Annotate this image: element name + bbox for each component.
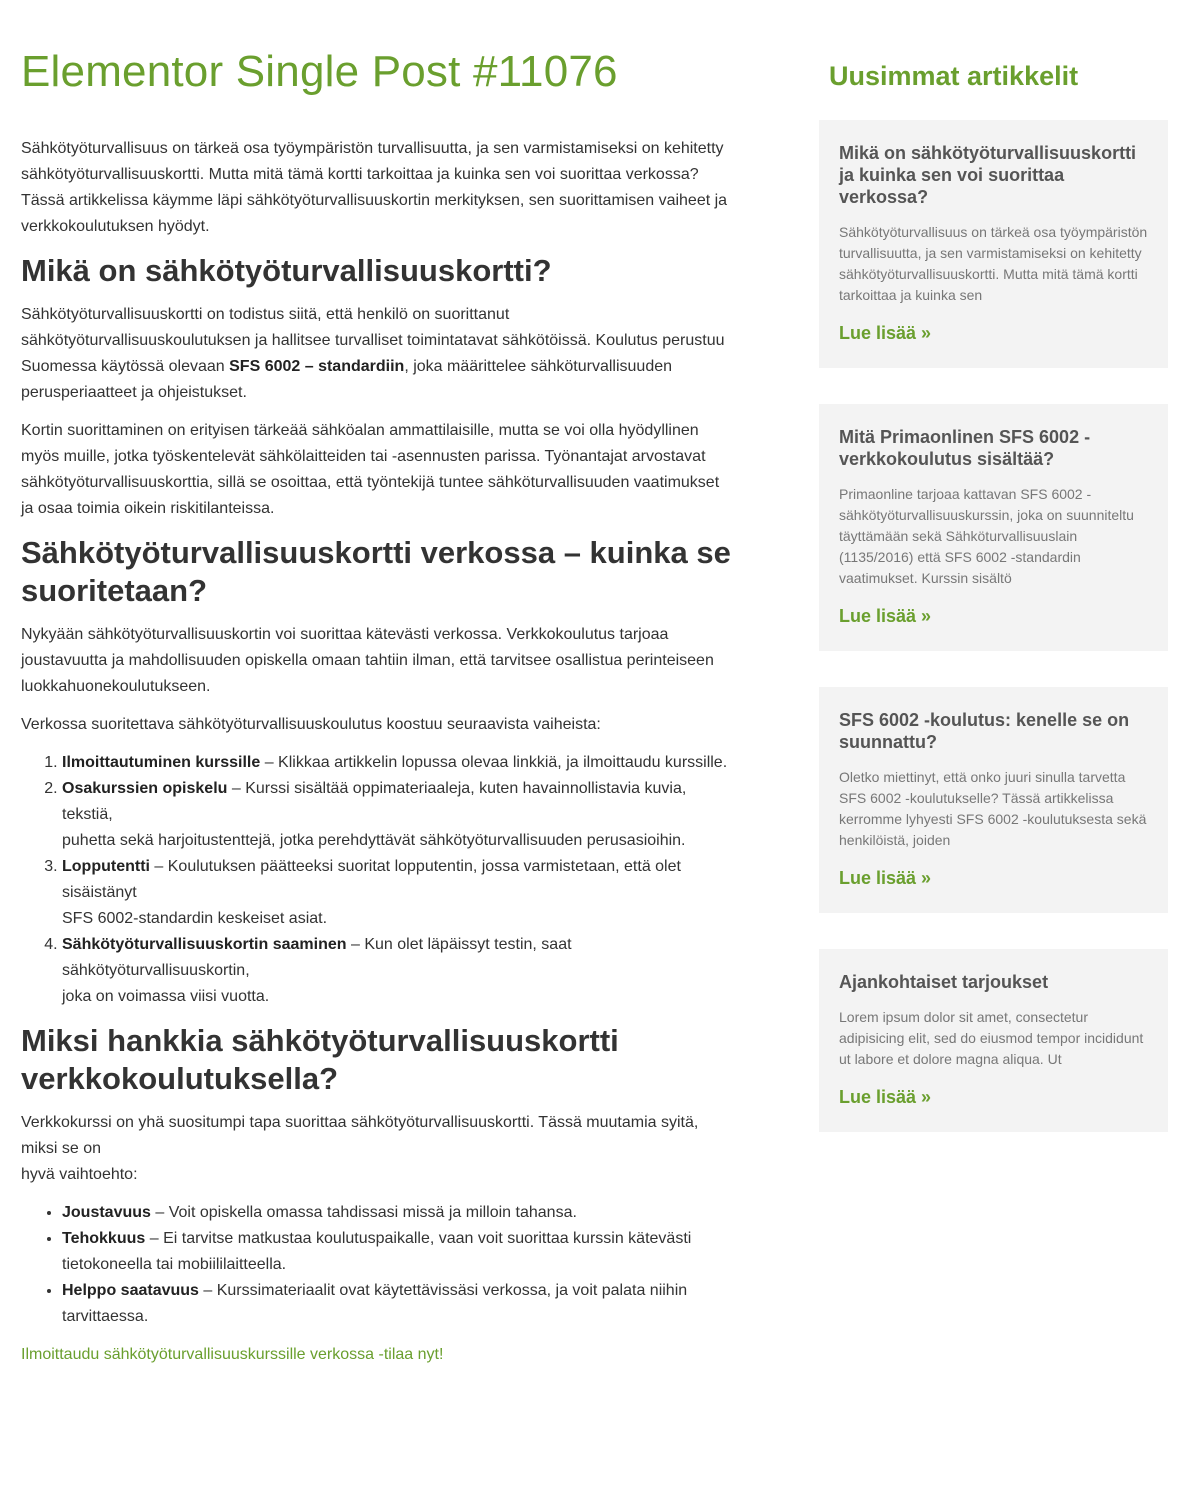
sidebar-latest-articles bbox=[819, 56, 1168, 1168]
read-more-link[interactable]: Lue lisää » bbox=[839, 1087, 932, 1107]
section2-paragraph-1: Nykyään sähkötyöturvallisuuskortin voi suorittaa kätevästi verkossa. Verkkokoulutus tarjoaa joustavuutta ja mahdollisuuden opiskella omaan tahtiin ilman, että tarvitsee osallistua perinteiseen luokkahuonekoulutukseen. bbox=[21, 626, 714, 695]
section-heading-online: Sähkötyöturvallisuuskortti verkossa – kuinka se suoritetaan? bbox=[21, 535, 731, 608]
article-card-excerpt: Lorem ipsum dolor sit amet, consectetur adipisicing elit, sed do eiusmod tempor incididunt ut labore et dolore magna aliqua. Ut bbox=[839, 1009, 1144, 1067]
cta-paragraph bbox=[21, 1342, 733, 1368]
list-item: • Joustavuus – Voit opiskella omassa tahdissasi missä ja milloin tahansa. bbox=[62, 1200, 733, 1226]
article-card-title[interactable]: Mikä on sähkötyöturvallisuuskortti ja kuinka sen voi suorittaa verkossa? bbox=[839, 143, 1137, 207]
list-item: 4. Sähkötyöturvallisuuskortin saaminen – Kun olet läpäissyt testin, saat sähkötyöturvallisuuskortin, joka on voimassa viisi vuotta. bbox=[62, 932, 733, 1010]
article-card-title[interactable]: SFS 6002 -koulutus: kenelle se on suunnattu? bbox=[839, 710, 1130, 752]
benefits-list bbox=[62, 1200, 733, 1330]
section1-paragraph-2: Kortin suorittaminen on erityisen tärkeää sähköalan ammattilaisille, mutta se voi olla hyödyllinen myös muille, jotka työskentelevät sähkölaitteiden tai -asennusten parissa. Työnantajat arvostavat sähkötyöturvallisuuskorttia, sillä se osoittaa, että työntekijä tuntee sähköturvallisuuden vaatimukset ja osaa toimia oikein riskitilanteissa. bbox=[21, 422, 720, 517]
article-card bbox=[819, 949, 1168, 1132]
list-item: 3. Lopputentti – Koulutuksen päätteeksi suoritat lopputentin, jossa varmistetaan, että olet sisäistänyt SFS 6002-standardin keskeiset asiat. bbox=[62, 854, 733, 932]
article-card-excerpt: Sähkötyöturvallisuus on tärkeä osa työympäristön turvallisuutta, ja sen varmistamiseksi on kehitetty sähkötyöturvallisuuskortti. Mutta mitä tämä kortti tarkoittaa ja kuinka sen bbox=[839, 224, 1148, 303]
list-item: • Helppo saatavuus – Kurssimateriaalit ovat käytettävissäsi verkossa, ja voit palata niihin tarvittaessa. bbox=[62, 1278, 733, 1330]
list-item: 2. Osakurssien opiskelu – Kurssi sisältää oppimateriaaleja, kuten havainnollistavia kuvia, tekstiä, puhetta sekä harjoitustenttejä, jotka perehdyttävät sähkötyöturvallisuuden perusasioihin. bbox=[62, 776, 733, 854]
section-heading-what-is-card: Mikä on sähkötyöturvallisuuskortti? bbox=[21, 253, 552, 288]
list-item: 1. Ilmoittautuminen kurssille – Klikkaa artikkelin lopussa olevaa linkkiä, ja ilmoittaudu kurssille. bbox=[62, 750, 733, 776]
post-content bbox=[21, 46, 733, 1380]
article-card-title[interactable]: Mitä Primaonlinen SFS 6002 -verkkokoulutus sisältää? bbox=[839, 427, 1091, 469]
section2-paragraph-2: Verkossa suoritettava sähkötyöturvallisuuskoulutus koostuu seuraavista vaiheista: bbox=[21, 716, 601, 733]
signup-cta-link[interactable]: Ilmoittaudu sähkötyöturvallisuuskurssille verkossa -tilaa nyt! bbox=[21, 1346, 444, 1363]
section3-paragraph-1: Verkkokurssi on yhä suositumpi tapa suorittaa sähkötyöturvallisuuskortti. Tässä muutamia syitä, miksi se on hyvä vaihtoehto: bbox=[21, 1114, 699, 1183]
article-card-excerpt: Primaonline tarjoaa kattavan SFS 6002 -sähkötyöturvallisuuskurssin, joka on suunniteltu täyttämään sekä Sähköturvallisuuslain (1135/2016) että SFS 6002 -standardin vaatimukset. Kurssin sisältö bbox=[839, 486, 1134, 586]
article-card-title[interactable]: Ajankohtaiset tarjoukset bbox=[839, 972, 1049, 992]
sidebar-title: Uusimmat artikkelit bbox=[829, 61, 1079, 91]
article-card bbox=[819, 120, 1168, 368]
standard-name: SFS 6002 – standardiin bbox=[229, 358, 405, 375]
section1-paragraph-1: Sähkötyöturvallisuuskortti on todistus siitä, että henkilö on suorittanut sähkötyöturvallisuuskoulutuksen ja hallitsee turvalliset toimintatavat sähkötöissä. Koulutus perustuu Suomessa käytössä olevaan SFS 6002 – standardiin, joka määrittelee sähköturvallisuuden perusperiaatteet ja ohjeistukset. bbox=[21, 306, 725, 401]
article-card-excerpt: Oletko miettinyt, että onko juuri sinulla tarvetta SFS 6002 -koulutukselle? Tässä artikkelissa kerromme lyhyesti SFS 6002 -koulutuksesta sekä henkilöistä, joiden bbox=[839, 769, 1147, 848]
article-card bbox=[819, 687, 1168, 913]
section-heading-why-online: Miksi hankkia sähkötyöturvallisuuskortti verkkokoulutuksella? bbox=[21, 1023, 619, 1096]
post-intro: Sähkötyöturvallisuus on tärkeä osa työympäristön turvallisuutta, ja sen varmistamiseksi on kehitetty sähkötyöturvallisuuskortti. Mutta mitä tämä kortti tarkoittaa ja kuinka sen voi suorittaa verkossa? Tässä artikkelissa käymme läpi sähkötyöturvallisuuskortin merkityksen, sen suorittamisen vaiheet ja verkkokoulutuksen hyödyt. bbox=[21, 140, 728, 235]
list-item: • Tehokkuus – Ei tarvitse matkustaa koulutuspaikalle, vaan voit suorittaa kurssin kätevästi tietokoneella tai mobiililaitteella. bbox=[62, 1226, 733, 1278]
post-title: Elementor Single Post #11076 bbox=[21, 47, 618, 96]
read-more-link[interactable]: Lue lisää » bbox=[839, 323, 932, 343]
article-card bbox=[819, 404, 1168, 651]
read-more-link[interactable]: Lue lisää » bbox=[839, 868, 932, 888]
steps-list bbox=[62, 750, 733, 1010]
read-more-link[interactable]: Lue lisää » bbox=[839, 606, 932, 626]
